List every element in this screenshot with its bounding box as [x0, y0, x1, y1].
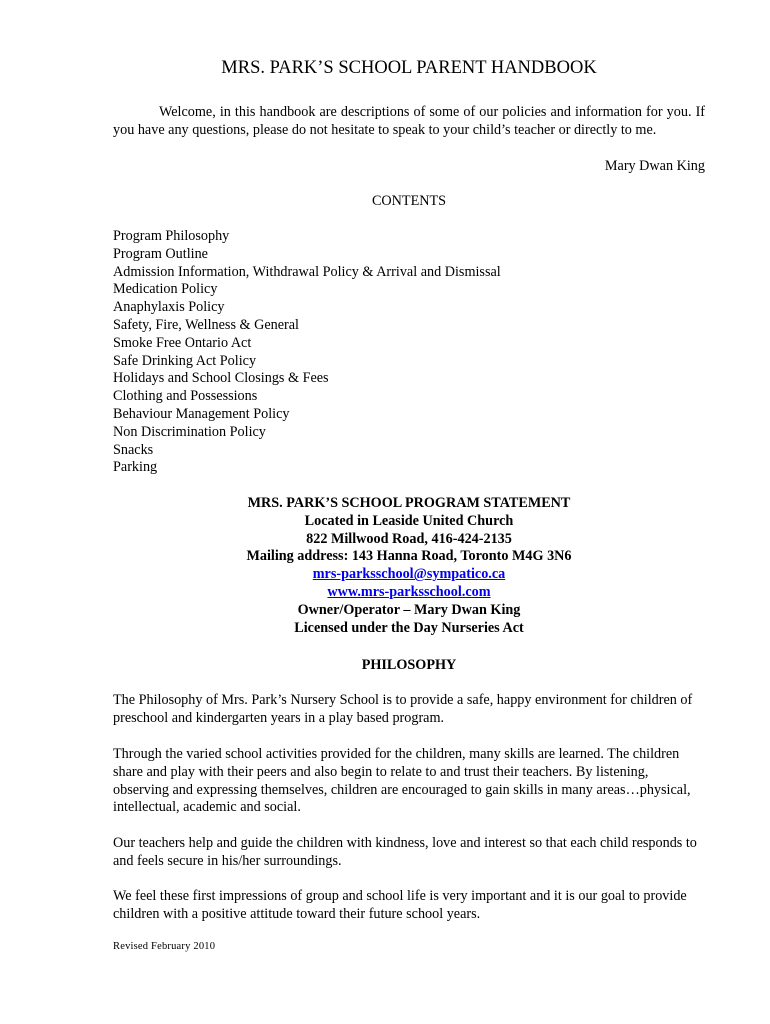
contents-item: Medication Policy: [113, 281, 218, 298]
contents-item: Safety, Fire, Wellness & General: [113, 316, 300, 333]
statement-mailing-address: Mailing address: 143 Hanna Road, Toronto M4G 3N6: [246, 548, 572, 565]
contents-item: Smoke Free Ontario Act: [113, 334, 252, 351]
page-title: MRS. PARK’S SCHOOL PARENT HANDBOOK: [221, 58, 597, 78]
statement-license: Licensed under the Day Nurseries Act: [294, 619, 524, 636]
contents-item: Clothing and Possessions: [113, 388, 258, 405]
revision-footer: Revised February 2010: [113, 941, 216, 952]
contents-list: [113, 228, 501, 477]
statement-location: Located in Leaside United Church: [304, 512, 514, 529]
contents-item: Snacks: [113, 441, 154, 458]
philosophy-paragraph: Through the varied school activities provided for the children, many skills are learned. The children share and play with their peers and also begin to relate to and trust their teachers. By listening, observing and expressing themselves, children are encouraged to gain skills in many areas…physical, intellectual, academic and social.: [113, 746, 691, 816]
philosophy-paragraph: The Philosophy of Mrs. Park’s Nursery School is to provide a safe, happy environment for children of preschool and kindergarten years in a play based program.: [113, 692, 693, 726]
contents-item: Admission Information, Withdrawal Policy & Arrival and Dismissal: [113, 263, 501, 280]
website-link[interactable]: www.mrs-parksschool.com: [327, 583, 491, 600]
program-statement: [113, 495, 705, 637]
philosophy-paragraph: Our teachers help and guide the children with kindness, love and interest so that each child responds to and feels secure in his/her surroundings.: [113, 835, 697, 869]
statement-owner: Owner/Operator – Mary Dwan King: [297, 601, 521, 618]
philosophy-heading: PHILOSOPHY: [361, 657, 457, 673]
contents-heading: CONTENTS: [371, 193, 447, 209]
statement-heading: MRS. PARK’S SCHOOL PROGRAM STATEMENT: [247, 495, 571, 511]
contents-item: Parking: [113, 459, 158, 476]
contents-item: Program Outline: [113, 245, 208, 262]
welcome-rest: you. If you have any questions, please do not hesitate to speak to your child’s teacher or directly to me.: [113, 104, 706, 138]
signature: Mary Dwan King: [604, 158, 705, 174]
email-link[interactable]: mrs-parksschool@sympatico.ca: [312, 566, 506, 583]
welcome-line-1: Welcome, in this handbook are descriptions of some of our policies and information for: [159, 104, 663, 120]
welcome-paragraph: [113, 103, 705, 139]
statement-address: 822 Millwood Road, 416-424-2135: [306, 530, 512, 547]
contents-item: Holidays and School Closings & Fees: [113, 370, 329, 387]
contents-item: Program Philosophy: [113, 228, 230, 244]
contents-item: Safe Drinking Act Policy: [113, 352, 257, 369]
contents-item: Anaphylaxis Policy: [113, 299, 225, 316]
contents-item: Non Discrimination Policy: [113, 423, 266, 440]
contents-item: Behaviour Management Policy: [113, 405, 290, 422]
philosophy-paragraph: We feel these first impressions of group and school life is very important and it is our goal to provide children with a positive attitude toward their future school years.: [113, 888, 687, 922]
